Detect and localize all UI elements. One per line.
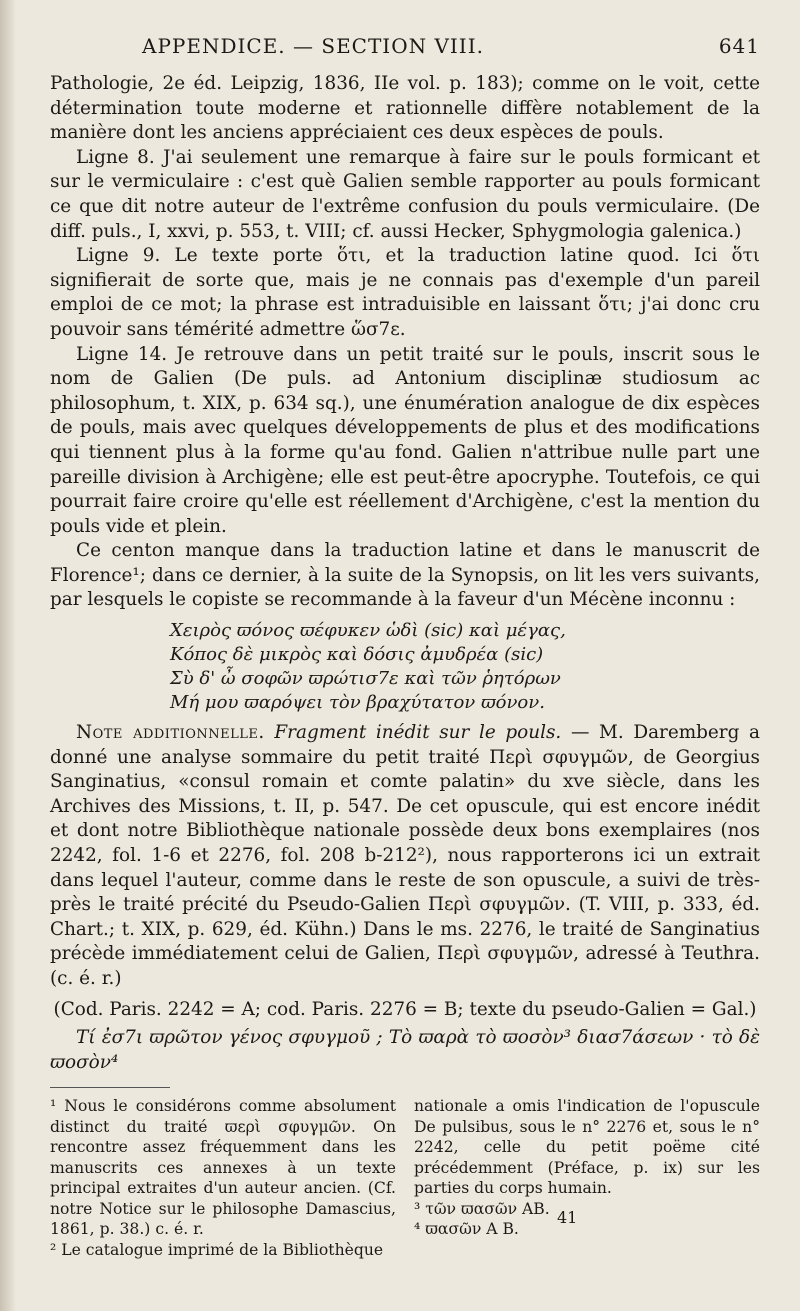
footnote-2-continued: nationale a omis l'indication de l'opuscule De pulsibus, sous le n° 2276 et, sous le n° 2242, celle du petit poëme cité précédemment (Préface, p. ix) sur les parties du corps humain. [414,1097,760,1198]
page-number: 641 [718,34,760,58]
page-gutter-shadow [0,0,16,1311]
paragraph-centon: Ce centon manque dans la traduction latine et dans le manuscrit de Florence¹; dans ce dernier, à la suite de la Synopsis, on lit les vers suivants, par lesquels le copiste se recommande à la faveur d'un Mécène inconnu : [50,540,760,611]
running-head [50,34,760,64]
footnote-2: ² Le catalogue imprimé de la Bibliothèque [50,1240,384,1259]
footnote-1: ¹ Nous le considérons comme absolument distinct du traité ϖερὶ σφυγμῶν. On rencontre assez fréquemment dans les manuscrits ces annexes à un texte principal extraites d'un auteur ancien. (Cf. notre Notice sur le philosophe Damascius, 1861, p. 38.) c. é. r. [50,1097,396,1239]
footnotes-right-column [414,1096,760,1260]
footnote-rule [50,1087,170,1088]
paragraph-ligne-14: Ligne 14. Je retrouve dans un petit traité sur le pouls, inscrit sous le nom de Galien (De puls. ad Antonium disciplinæ studiosum ac philosophum, t. XIX, p. 634 sq.), une énumération analogue de dix espèces de pouls, mais avec quelques développements de plus et des modifications qui tiennent plus à la forme qu'au fond. Galien n'attribue nulle part une pareille division à Archigène; elle est peut-être apocryphe. Toutefois, ce qui pourrait faire croire qu'elle est réellement d'Archigène, c'est la mention du pouls vide et plein. [50,343,760,537]
verse-line: Χειρὸς ϖόνος ϖέφυκεν ὡδὶ (sic) καὶ μέγας, [170,620,566,642]
note-label: Note additionnelle. [76,722,265,744]
footnote-4: ⁴ ϖασῶν A B. [414,1220,519,1239]
verse-line: Σὺ δ' ὦ σοφῶν ϖρώτισ7ε καὶ τῶν ῥητόρων [170,668,561,690]
greek-verses [170,619,760,715]
paragraph-1: Pathologie, 2e éd. Leipzig, 1836, IIe vol. p. 183); comme on le voit, cette détermination toute moderne et rationnelle diffère notablement de la manière dont les anciens appréciaient ces deux espèces de pouls. [50,73,760,144]
paragraph-ligne-9: Ligne 9. Le texte porte ὅτι, et la traduction latine quod. Ici ὅτι signifierait de sorte que, mais je ne connais pas d'exemple d'un pareil emploi de ce mot; la phrase est intraduisible en laissant ὅτι; j'ai donc cru pouvoir sans témérité admettre ὥσ7ε. [50,245,760,340]
paragraph-ligne-8: Ligne 8. J'ai seulement une remarque à faire sur le pouls formicant et sur le vermiculaire : c'est què Galien semble rapporter au pouls formicant ce que dit notre auteur de l'extrême confusion du pouls vermiculaire. (De diff. puls., I, xxvi, p. 553, t. VIII; cf. aussi Hecker, Sphygmologia galenica.) [50,146,760,242]
signature-mark: 41 [557,1208,578,1227]
note-title: Fragment inédit sur le pouls. [274,722,562,744]
footnote-3: ³ τῶν ϖασῶν AB. [414,1199,550,1218]
book-page [50,34,760,1260]
footnotes-left-column [50,1096,396,1260]
sigla-line: (Cod. Paris. 2242 = A; cod. Paris. 2276 = B; texte du pseudo-Galien = Gal.) [53,998,757,1020]
verse-line: Μή μου ϖαρόψει τὸν βραχύτατον ϖόνον. [170,692,545,714]
footnotes [50,1096,760,1260]
note-text: — M. Daremberg a donné une analyse sommaire du petit traité Περὶ σφυγμῶν, de Georgius Sanginatius, «consul romain et comte palatin» du xve siècle, dans les Archives des Missions, t. II, p. 547. De cet opuscule, qui est encore inédit et dont notre Bibliothèque nationale possède deux bons exemplaires (nos 2242, fol. 1-6 et 2276, fol. 208 b-212²), nous rapporterons ici un extrait dans lequel l'auteur, comme dans le reste de son opuscule, a suivi de très-près le traité précité du Pseudo-Galien Περὶ σφυγμῶν. (T. VIII, p. 333, éd. Chart.; t. XIX, p. 629, éd. Kühn.) Dans le ms. 2276, le traité de Sanginatius précède immédiatement celui de Galien, Περὶ σφυγμῶν, adressé à Teuthra. (c. é. r.) [50,722,760,989]
verse-line: Κόπος δὲ μικρὸς καὶ δόσις ἀμυδρέα (sic) [170,644,544,666]
running-head-title: APPENDICE. — SECTION VIII. [142,34,484,58]
note-additionnelle [50,721,760,992]
greek-text-line: Τί ἐσ7ι ϖρῶτον γένος σφυγμοῦ ; Τὸ ϖαρὰ τὸ ϖοσὸν³ διασ7άσεων · τὸ δὲ ϖοσὸν⁴ [50,1027,760,1073]
